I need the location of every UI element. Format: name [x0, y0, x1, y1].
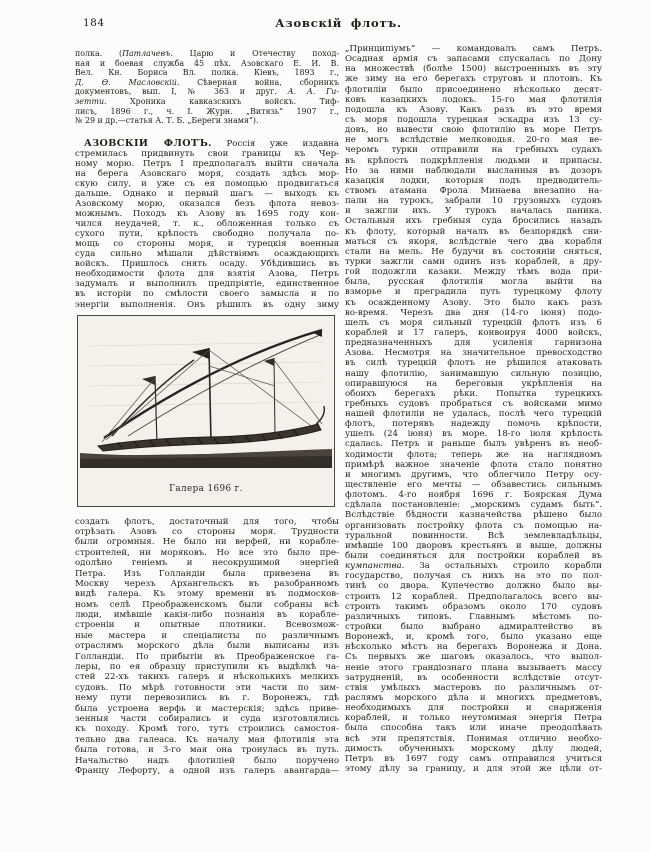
article-line: мощь со стороны моря, и турецкія военныя	[75, 239, 339, 250]
article-line: чился неудачей, т. к., обложенная только съ	[75, 219, 339, 230]
bibliography-line: зетти. Хроника кавказскихъ войскъ. Тиф-	[75, 96, 339, 106]
article-line: же зиму на его берегахъ струговъ и плотовъ. Къ	[345, 74, 602, 85]
article-line: необходимыхъ для постройки и снаряженія	[345, 703, 602, 714]
article-line: предназначенныхъ для усиленія гарнизона	[345, 338, 602, 349]
article-line: Вслѣдствіе бѣдности казначейства рѣшено было	[345, 510, 602, 521]
article-line: казацкія лодки, которыя подъ предводитель-	[345, 175, 602, 186]
article-line: этому дѣлу за границу, и для этой же цѣли от-	[345, 763, 602, 774]
article-line: шелъ съ моря сильный турецкій флотъ изъ 6	[345, 317, 602, 328]
article-line: ществленіе его мечты — обзавестись сильнымъ	[345, 480, 602, 491]
article-line: димость обученныхъ морскому дѣлу людей,	[345, 743, 602, 754]
article-line: взморье и преградила путь турецкому флоту	[345, 287, 602, 298]
article-line: всѣ эти препятствія. Понимая отлично необхо-	[345, 733, 602, 744]
article-line: была устроена верфь и мастерскія; здѣсь приве-	[75, 703, 339, 714]
article-line: кумпанства. За остальныхъ строило корабли	[345, 561, 602, 572]
article-line: опиравшуюся на береговыя укрѣпленія на	[345, 378, 602, 389]
article-line: номъ селѣ Преображенскомъ были собраны всѣ	[75, 599, 339, 610]
article-line: кораблей, и только неутомимая энергія Петра	[345, 713, 602, 724]
article-line: флотомъ. 4-го ноября 1696 г. Боярская Дума	[345, 490, 602, 501]
article-line: стройки было выбрано адмиралтейство въ	[345, 622, 602, 633]
article-line: Голландіи. По прибытіи въ Преображенское га-	[75, 651, 339, 662]
article-line: различныхъ типовъ. Главнымъ мѣстомъ по-	[345, 611, 602, 622]
article-line: на берега Азовскаго моря, создать здѣсь мор-	[75, 168, 339, 179]
article-line: раслямъ морского дѣла и многихъ предметовъ,	[345, 693, 602, 703]
article-line: отрѣзать Азовъ со стороны моря. Трудности	[75, 526, 339, 537]
article-line: „Принципіумъ“ — командовалъ самъ Петръ.	[345, 44, 602, 54]
article-body-part2	[75, 517, 339, 777]
article-line: пали на турокъ, забрали 10 грузовыхъ судовъ	[345, 196, 602, 207]
article-line: туральной повинности. Всѣ землевладѣльцы,	[345, 530, 602, 541]
article-line: не могъ вслѣдствіе мелководья. 20-го мая ве-	[345, 135, 602, 146]
article-line: ковъ казацкихъ лодокъ. 15-го мая флотилія	[345, 94, 602, 105]
article-line: въ силѣ турецкій флотъ не рѣшился атаковать	[345, 358, 602, 369]
bibliography-line: лисъ, 1896 г., ч. I. Журн. „Витязь“ 1907 г.,	[75, 106, 339, 116]
article-line: леры, по ея образцу приступили къ выдѣлкѣ ча-	[75, 662, 339, 673]
bibliography-line: полка. (Патлачевъ. Царю и Отечеству поход-	[75, 49, 339, 58]
article-line: въ крѣпость подкрѣпленія людьми и припасы.	[345, 155, 602, 166]
article-line: затрудненій, въ особенности вслѣдствіе отсут-	[345, 672, 602, 683]
article-line: задумалъ и выполнилъ предпріятіе, единственное	[75, 279, 339, 290]
article-line: сдѣлала постановленіе: „морскимъ судамъ быть“.	[345, 500, 602, 511]
article-line: ходимости флота; теперь же на наглядномъ	[345, 449, 602, 460]
article-line: строить 12 кораблей. Предполагалось всего вы-	[345, 591, 602, 602]
article-line: къ флоту, который началъ въ безпорядкѣ сни-	[345, 226, 602, 237]
article-line: нашей флотиліи не удалась, послѣ чего турецкій	[345, 409, 602, 420]
article-line: ному морю. Петръ I предполагалъ выйти сначала	[75, 158, 339, 169]
article-line: были соединяться для постройки кораблей въ	[345, 551, 602, 562]
article-line: съ моря подошла турецкая эскадра изъ 13 су-	[345, 114, 602, 125]
article-line: сдалась. Петръ и раньше былъ увѣренъ въ необ-	[345, 439, 602, 450]
article-line: на множествѣ (болѣе 1500) выстроенныхъ въ эту	[345, 64, 602, 75]
article-line: къ осажденному Азову. Это было какъ разъ	[345, 297, 602, 308]
article-line: скую силу, и уже съ ея помощью продвигаться	[75, 178, 339, 189]
article-line: нему пути перевозились въ г. Воронежъ, гдѣ	[75, 693, 339, 704]
article-line: необходимости флота для взятія Азова, Петръ	[75, 269, 339, 280]
article-line: были огромныя. Не было ни верфей, ни корабле-	[75, 537, 339, 548]
article-line: можнымъ. Походъ къ Азову въ 1695 году кон-	[75, 209, 339, 220]
article-line: видѣ галера. Къ этому времени въ подмосков-	[75, 589, 339, 600]
article-line: Воронежѣ, и, кромѣ того, было указано еще	[345, 632, 602, 643]
article-line: турки зажгли сами одинъ изъ кораблей, а дру-	[345, 256, 602, 267]
article-line: обоихъ берегахъ рѣки. Попытка турецкихъ	[345, 388, 602, 399]
article-line: Азовскому морю, оказался безъ флота невоз-	[75, 199, 339, 210]
article-line: одолѣно геніемъ и несокрушимой энергіей	[75, 558, 339, 569]
article-body-right	[345, 44, 602, 774]
article-line: сухого пути, крѣпость свободно получала по-	[75, 229, 339, 240]
figure-caption: Галера 1696 г.	[169, 483, 243, 494]
article-line: создать флотъ, достаточный для того, чтобы	[75, 516, 339, 527]
article-line: и зажгли ихъ. У турокъ началась паника.	[345, 206, 602, 217]
article-line: Петра. Изъ Голландіи была привезена въ	[75, 568, 339, 579]
article-line: дальше. Однако и первый шагъ — выходъ къ	[75, 188, 339, 199]
article-line: Осадная армія съ запасами спускалась по Дону	[345, 54, 602, 65]
bibliography-line: Д. Ѳ. Масловскій. Сѣверная война, сборникъ	[75, 77, 339, 87]
article-body-part1	[75, 139, 339, 310]
article-line: ушелъ (24 іюня) въ море. 18-го іюля крѣпость	[345, 429, 602, 440]
running-title: Азовскій флотъ.	[275, 16, 402, 30]
article-line: въ исторіи по смѣлости своего замысла и по	[75, 289, 339, 300]
article-line: Съ первыхъ же шаговъ оказалось, что выпол-	[345, 652, 602, 663]
article-line: судовъ. По мѣрѣ готовности эти части по зим-	[75, 682, 339, 693]
article-line: нашу флотилію, занимавшую сильную позицію,	[345, 368, 602, 379]
article-line: строителей, ни моряковъ. Но все это было пре-	[75, 547, 339, 558]
article-line: суда сильно мѣшали дѣйствіямъ осаждающихъ	[75, 249, 339, 260]
bibliography-paragraph	[75, 49, 339, 126]
bibliography-line: Вел. Кн. Бориса Вл. полка. Кіевъ, 1893 г.,	[75, 68, 339, 78]
article-line: была способна такъ или иначе преодолѣвать	[345, 723, 602, 734]
bibliography-line: ная и боевая служба 45 пѣх. Азовскаго Е. И. В.	[75, 58, 339, 68]
article-line: Францу Лефорту, а одной изъ галеръ авангарда—	[75, 765, 339, 776]
article-line: флотъ, потерявъ надежду помочь крѣпости,	[345, 419, 602, 430]
article-line: Начальство надъ флотиліей было поручено	[75, 755, 339, 766]
article-line: АЗОВСКІЙ ФЛОТЪ. Россія уже издавна	[84, 138, 339, 149]
article-line: ствомъ атамана Фрола Минаева внезапно на-	[345, 185, 602, 196]
galley-illustration	[78, 316, 334, 476]
article-line: стремилась придвинуть свои границы къ Чер-	[75, 148, 339, 159]
article-line: и многимъ другимъ, что облегчило Петру осу-	[345, 469, 602, 480]
article-line: нѣсколько мѣстъ на берегахъ Воронежа и Дона.	[345, 642, 602, 653]
article-line: строить такимъ образомъ около 170 судовъ	[345, 601, 602, 612]
article-line: подошла къ Азову. Какъ разъ въ это время	[345, 104, 602, 115]
bibliography-line: документовъ, вып. I, № 363 и друг. А. А. Ги-	[75, 87, 339, 97]
figure	[77, 315, 335, 507]
right-column	[345, 44, 602, 774]
article-line: зенныя части собирались и суда изготовлялись	[75, 713, 339, 724]
article-line: строеніи и опытные плотники. Всевозмож-	[75, 620, 339, 631]
article-line: тельно два галеаса. Къ началу мая флотилія эта	[75, 734, 339, 745]
article-line: довъ, но вывести свою флотилію въ море Петръ	[345, 125, 602, 136]
article-line: Азова. Несмотря на значительное превосходство	[345, 348, 602, 359]
page-number: 184	[83, 17, 105, 29]
left-column	[75, 46, 339, 776]
article-line: войскъ. Пришлось снять осаду. Убѣдившись въ	[75, 259, 339, 270]
article-line: Москву черезъ Архангельскъ въ разобранномъ	[75, 578, 339, 589]
article-line: гой подожгли казаки. Между тѣмъ вода при-	[345, 267, 602, 278]
article-line: кораблей и 17 галеръ, конвоируя 4000 войскъ,	[345, 327, 602, 338]
article-line: черомъ турки отправили на гребныхъ судахъ	[345, 145, 602, 156]
article-line: имѣвшіе 100 дворовъ крестьянъ и выше, должны	[345, 540, 602, 551]
article-line: Петръ въ 1697 году самъ отправился учиться	[345, 753, 602, 764]
article-line: стали на мель. Не будучи въ состояніи сняться,	[345, 246, 602, 257]
article-line: люди, имѣвшіе какія-либо познанія въ корабле-	[75, 610, 339, 621]
article-line: неніе этого грандіознаго плана вызываетъ массу	[345, 662, 602, 673]
article-line: энергіи выполненія. Онъ рѣшилъ въ одну зиму	[75, 299, 339, 310]
article-line: ные мастера и спеціалисты по различнымъ	[75, 630, 339, 641]
article-line: Остальныя ихъ гребныя суда бросились назадъ	[345, 216, 602, 227]
article-line: флотиліи было присоединено нѣсколько десят-	[345, 84, 602, 95]
article-line: тинѣ со двора. Купечество должно было вы-	[345, 581, 602, 592]
article-line: организовать постройку флота съ помощью на-	[345, 520, 602, 531]
bibliography-line: № 29 и др.—статья А. Т. Б. „Береги знамя“).	[75, 116, 259, 126]
article-line: примѣрѣ важное значеніе флота стало понятно	[345, 459, 602, 470]
article-line: Но за ними наблюдали высланныя въ дозоръ	[345, 165, 602, 176]
article-line: стей 22-хъ такихъ галеръ и нѣсколькихъ мелкихъ	[75, 672, 339, 683]
article-line: гребныхъ судовъ пробраться съ войсками мимо	[345, 398, 602, 409]
article-line: была готова, и 3-го мая она тронулась въ путь.	[75, 745, 339, 756]
article-line: государство, получая съ нихъ на это по пол-	[345, 571, 602, 582]
article-line: отраслямъ морского дѣла были выписаны изъ	[75, 641, 339, 652]
article-line: во-время. Черезъ два дня (14-го іюня) подо-	[345, 307, 602, 318]
article-line: къ походу. Кромѣ того, тутъ строились самостоя-	[75, 724, 339, 735]
article-line: была, русская флотилія могла выйти на	[345, 277, 602, 288]
article-line: ствія умѣлыхъ мастеровъ по различнымъ от-	[345, 682, 602, 693]
article-line: маться съ якоря, вслѣдствіе чего два корабля	[345, 236, 602, 247]
